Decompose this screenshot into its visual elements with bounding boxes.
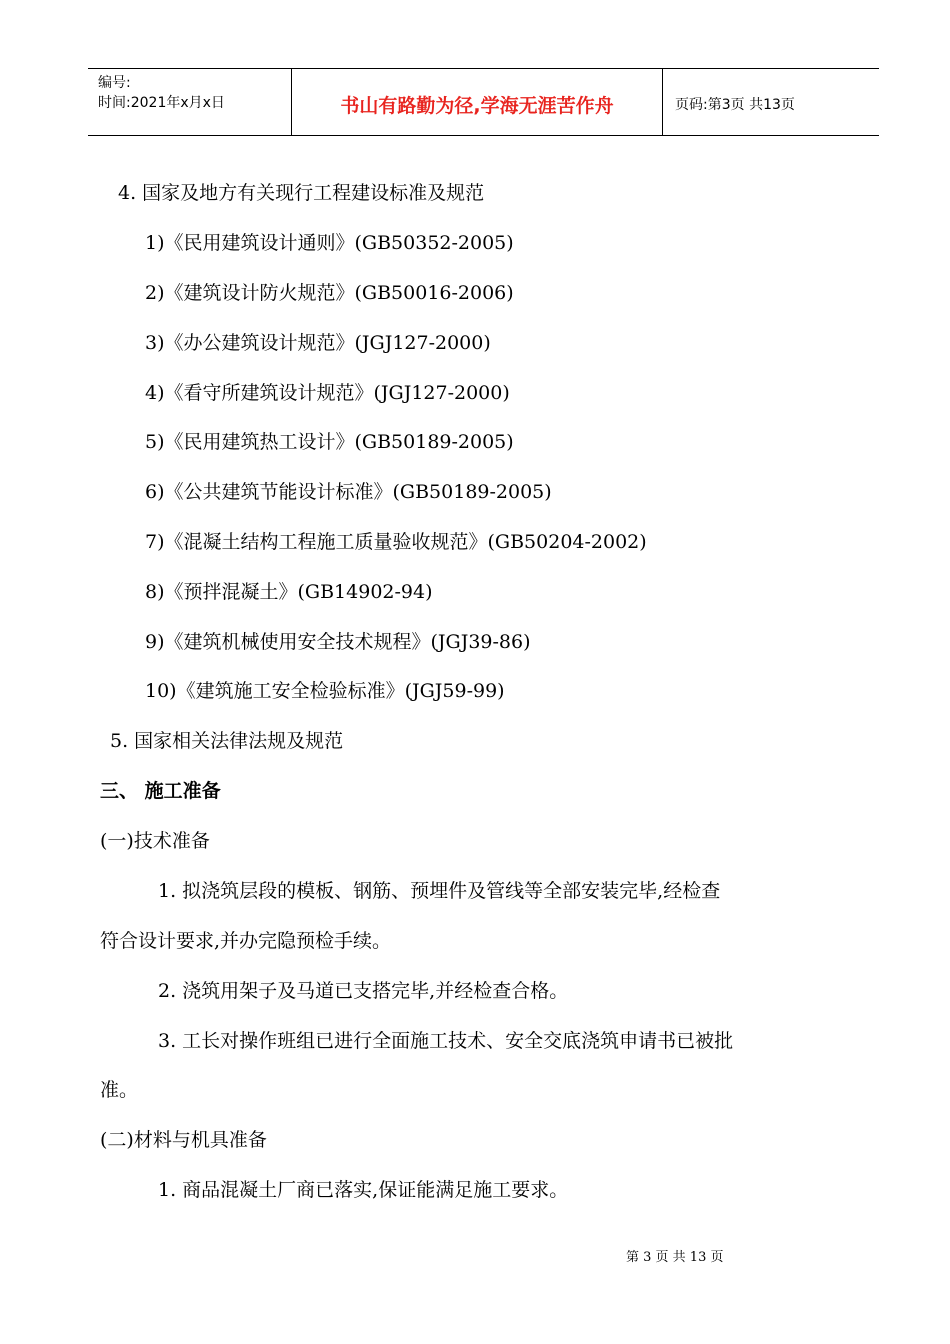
header-page-number: 页码:第3页 共13页 xyxy=(675,97,795,113)
list-item: 2)《建筑设计防火规范》(GB50016-2006) xyxy=(145,282,514,304)
subsection-heading: (一)技术准备 xyxy=(100,830,210,852)
paragraph-line: 1. 拟浇筑层段的模板、钢筋、预埋件及管线等全部安装完毕,经检查 xyxy=(158,880,721,902)
section-heading: 三、 施工准备 xyxy=(100,780,221,802)
list-item: 1)《民用建筑设计通则》(GB50352-2005) xyxy=(145,232,514,254)
page-header xyxy=(88,68,879,136)
list-item: 4)《看守所建筑设计规范》(JGJ127-2000) xyxy=(145,382,510,404)
paragraph-line: 符合设计要求,并办完隐预检手续。 xyxy=(100,930,392,952)
paragraph-line: 3. 工长对操作班组已进行全面施工技术、安全交底浇筑申请书已被批 xyxy=(158,1030,734,1052)
header-meta-cell xyxy=(88,69,291,135)
list-item: 10)《建筑施工安全检验标准》(JGJ59-99) xyxy=(145,680,505,702)
list-item: 3)《办公建筑设计规范》(JGJ127-2000) xyxy=(145,332,491,354)
page-footer: 第 3 页 共 13 页 xyxy=(626,1250,724,1265)
list-item: 6)《公共建筑节能设计标准》(GB50189-2005) xyxy=(145,481,552,503)
header-motto: 书山有路勤为径,学海无涯苦作舟 xyxy=(340,95,614,117)
paragraph-line: 1. 商品混凝土厂商已落实,保证能满足施工要求。 xyxy=(158,1179,569,1201)
list-item: 5)《民用建筑热工设计》(GB50189-2005) xyxy=(145,431,514,453)
header-page-cell xyxy=(663,69,879,135)
list-heading-standards: 4. 国家及地方有关现行工程建设标准及规范 xyxy=(118,182,485,204)
list-item: 8)《预拌混凝土》(GB14902-94) xyxy=(145,581,433,603)
list-item: 9)《建筑机械使用安全技术规程》(JGJ39-86) xyxy=(145,631,531,653)
document-number-label: 编号: xyxy=(98,75,131,91)
paragraph-line: 准。 xyxy=(100,1079,139,1101)
list-heading-laws: 5. 国家相关法律法规及规范 xyxy=(110,730,344,752)
subsection-heading: (二)材料与机具准备 xyxy=(100,1129,267,1151)
document-time-label: 时间:2021年x月x日 xyxy=(98,95,225,111)
paragraph-line: 2. 浇筑用架子及马道已支搭完毕,并经检查合格。 xyxy=(158,980,569,1002)
list-item: 7)《混凝土结构工程施工质量验收规范》(GB50204-2002) xyxy=(145,531,647,553)
header-motto-cell xyxy=(291,69,663,135)
